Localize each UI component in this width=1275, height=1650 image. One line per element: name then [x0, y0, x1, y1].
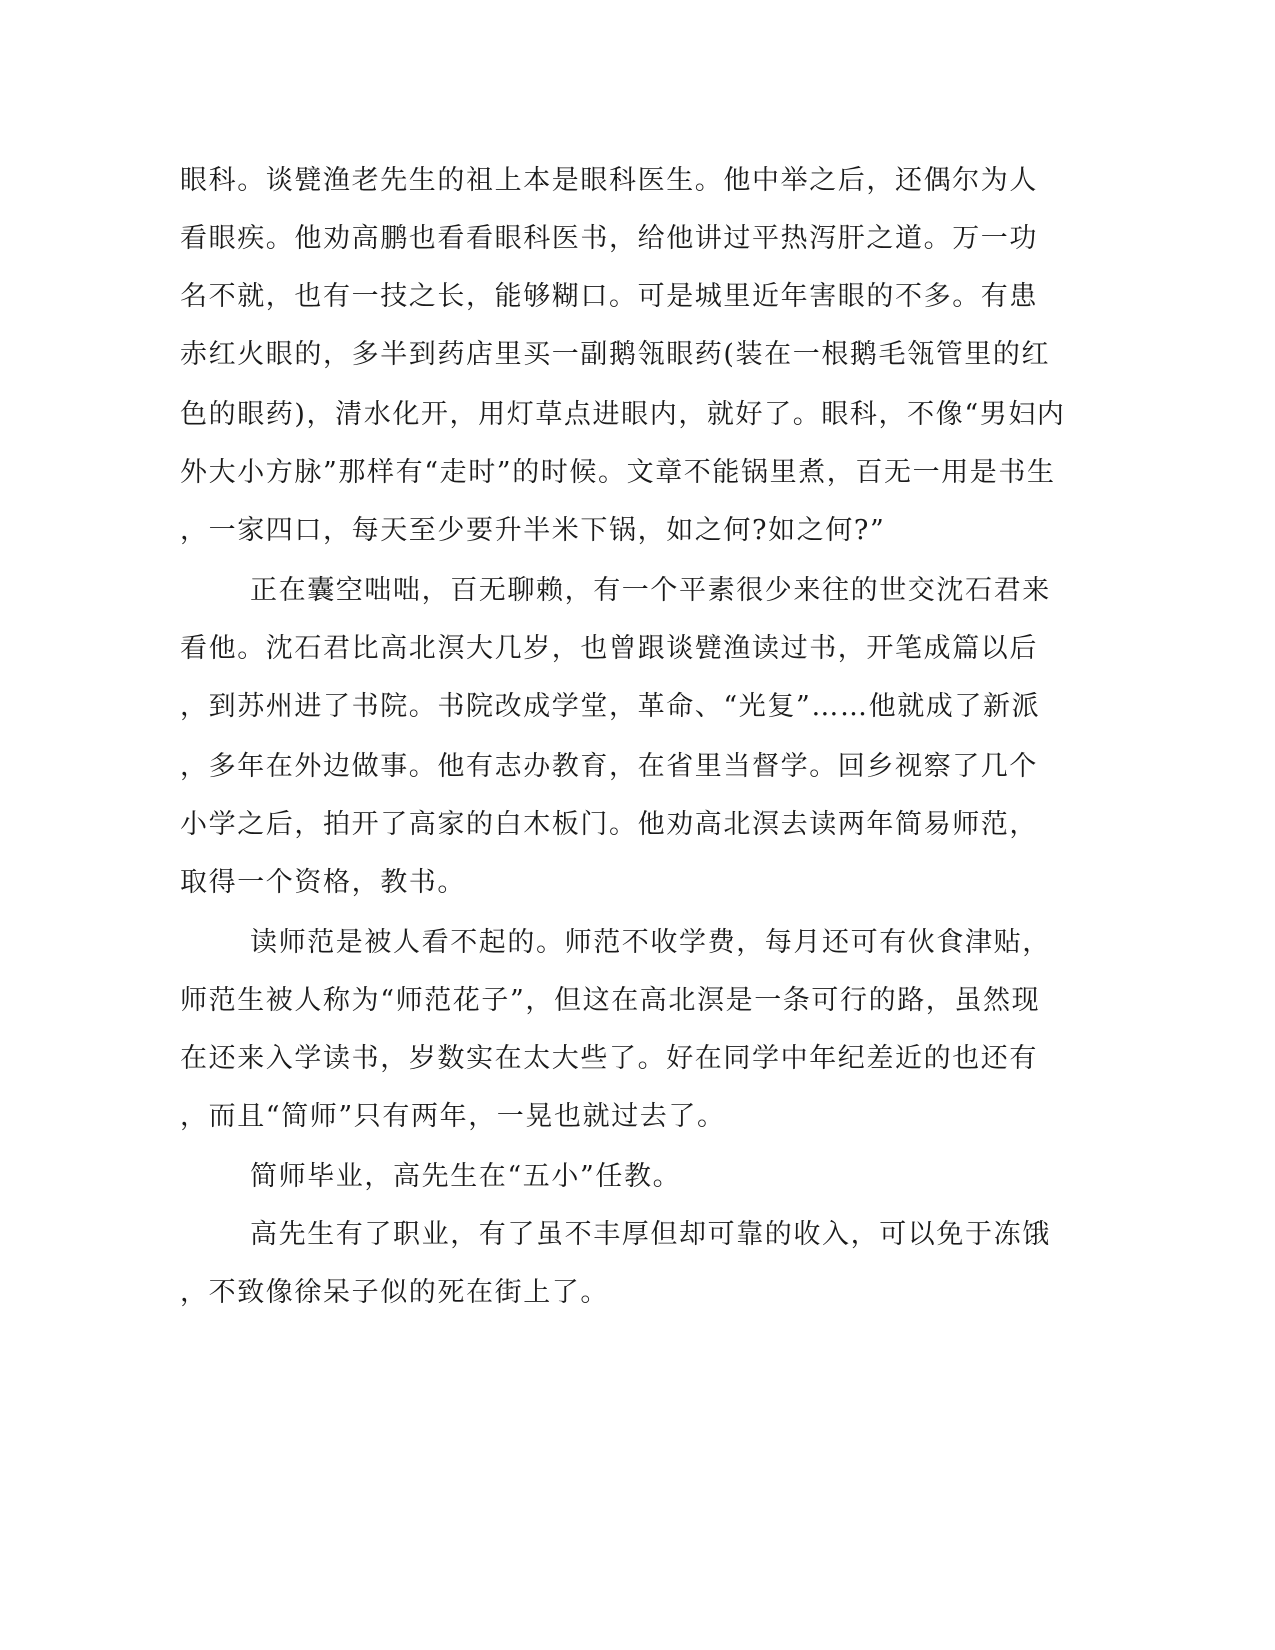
paragraph-start-line: 简师毕业，高先生在“五小”任教。 [250, 1161, 682, 1192]
text-line: 小学之后，拍开了高家的白木板门。他劝高北溟去读两年简易师范， [180, 809, 1038, 840]
text-line: 师范生被人称为“师范花子”，但这在高北溟是一条可行的路，虽然现 [180, 985, 1041, 1016]
paragraph-start-line: 读师范是被人看不起的。师范不收学费，每月还可有伙食津贴， [250, 927, 1051, 958]
paragraph-start-line: 正在囊空咄咄，百无聊赖，有一个平素很少来往的世交沈石君来 [250, 575, 1051, 606]
text-line: 色的眼药)，清水化开，用灯草点进眼内，就好了。眼科，不像“男妇内 [180, 399, 1066, 430]
text-line: 取得一个资格，教书。 [180, 867, 466, 898]
text-line: 看他。沈石君比高北溟大几岁，也曾跟谈甓渔读过书，开笔成篇以后 [180, 633, 1038, 664]
paragraph-start-line: 高先生有了职业，有了虽不丰厚但却可靠的收入，可以免于冻饿 [250, 1219, 1051, 1250]
text-line: ，一家四口，每天至少要升半米下锅，如之何?如之何?” [180, 515, 886, 546]
text-line: ，多年在外边做事。他有志办教育，在省里当督学。回乡视察了几个 [180, 751, 1038, 782]
text-line: 在还来入学读书，岁数实在太大些了。好在同学中年纪差近的也还有 [180, 1043, 1038, 1074]
text-line: 外大小方脉”那样有“走时”的时候。文章不能锅里煮，百无一用是书生 [180, 457, 1056, 488]
text-line: ，到苏州进了书院。书院改成学堂，革命、“光复”……他就成了新派 [180, 691, 1041, 722]
text-line: ，而且“简师”只有两年，一晃也就过去了。 [180, 1101, 726, 1132]
text-line: 看眼疾。他劝高鹏也看看眼科医书，给他讲过平热泻肝之道。万一功 [180, 223, 1038, 254]
text-line: 名不就，也有一技之长，能够糊口。可是城里近年害眼的不多。有患 [180, 281, 1038, 312]
text-line: 眼科。谈甓渔老先生的祖上本是眼科医生。他中举之后，还偶尔为人 [180, 165, 1038, 196]
text-line: ，不致像徐呆子似的死在街上了。 [180, 1277, 609, 1308]
text-line: 赤红火眼的，多半到药店里买一副鹅瓴眼药(装在一根鹅毛瓴管里的红 [180, 339, 1051, 370]
